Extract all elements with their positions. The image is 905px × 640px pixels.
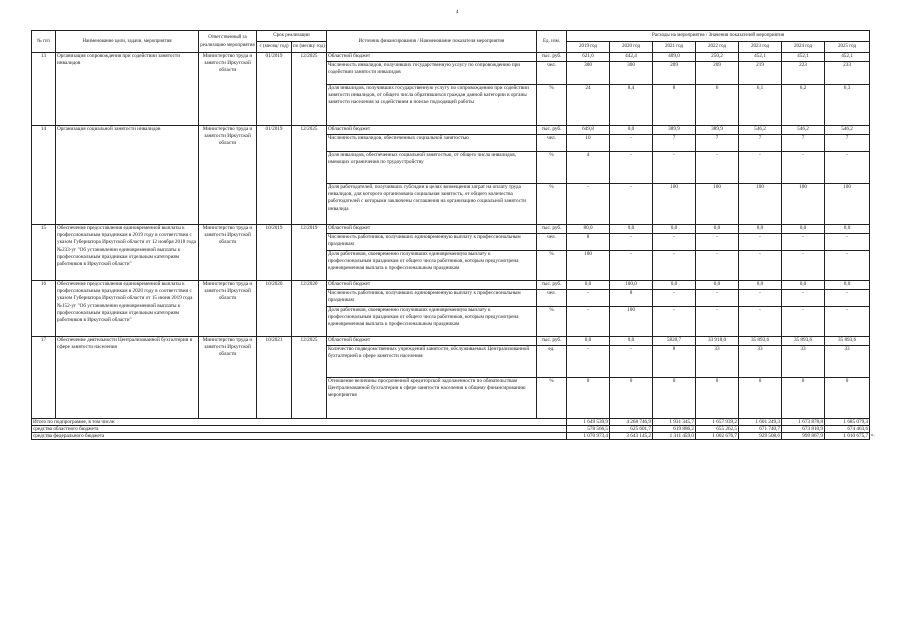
col-term-header: Срок реализации: [257, 31, 327, 42]
measure-number: 13: [32, 53, 56, 126]
year-value: 389,9: [696, 126, 739, 135]
year-value: 233: [825, 62, 870, 85]
year-value: 209: [653, 62, 696, 85]
unit: тыс. руб.: [537, 281, 567, 290]
year-value: 33: [825, 346, 870, 378]
year-value: 389,9: [653, 126, 696, 135]
year-value: 0,0: [739, 281, 782, 290]
total-label: средства федерального бюджета: [32, 433, 567, 440]
year-value: 6,3: [825, 85, 870, 126]
indicator-name: Доля инвалидов, обеспеченных социальной занятостью, от общего числа инвалидов, имеющих ограничения по трудоустройству: [327, 152, 537, 184]
year-value: 452,1: [739, 53, 782, 62]
indicator-name: Областной бюджет: [327, 337, 537, 346]
indicator-name: Доля инвалидов, получивших государственную услугу по сопровождению при содействии занятости инвалидов, от общего числа обратившихся граждан данной категории в органы занятости населения за содействием в поиске подходящей работы: [327, 85, 537, 126]
unit: ед.: [537, 346, 567, 378]
table-row: [32, 281, 870, 290]
indicator-name: Областной бюджет: [327, 126, 537, 135]
year-value: 0,0: [610, 225, 653, 234]
year-value: 546,2: [782, 126, 825, 135]
year-header: 2020 год: [610, 42, 653, 53]
measure-executor: Министерство труда и занятости Иркутской области: [199, 281, 257, 337]
year-value: 0,0: [825, 281, 870, 290]
year-value: 33: [696, 346, 739, 378]
year-value: -: [696, 290, 739, 307]
measure-executor: Министерство труда и занятости Иркутской области: [199, 53, 257, 126]
year-value: 35 893,6: [825, 337, 870, 346]
year-value: 100: [825, 184, 870, 225]
indicator-name: Доля работников, своевременно получивших единовременную выплату к профессиональным праздникам от общего числа работников, которым предусмотрена единовременная выплата к профессиональным праздникам: [327, 251, 537, 281]
indicator-name: Численность работников, получивших единовременную выплату к профессиональным праздникам: [327, 290, 537, 307]
indicator-name: Областной бюджет: [327, 281, 537, 290]
page-number: 4: [456, 10, 459, 15]
term-to: 12/2019: [292, 225, 327, 281]
year-value: 7: [739, 135, 782, 152]
year-value: 6: [696, 85, 739, 126]
col-expenses-header: Расходы на мероприятие / Значения показателей мероприятия: [567, 31, 870, 42]
measure-number: 16: [32, 281, 56, 337]
year-value: 7: [825, 135, 870, 152]
year-value: -: [567, 290, 610, 307]
measure-executor: Министерство труда и занятости Иркутской области: [199, 225, 257, 281]
unit: %: [537, 251, 567, 281]
measure-name: Обеспечение предоставления единовременной выплаты к профессиональным праздникам в 2020 году в соответствии с указом Губернатора Иркутской области от 15 июня 2019 года №152-уг "Об установлении единовременной выплаты к профессиональным праздникам отдельным категориям работников в Иркутской области": [56, 281, 199, 337]
unit: чел.: [537, 135, 567, 152]
table-row: [32, 53, 870, 62]
year-value: -: [653, 307, 696, 337]
year-value: 0,0: [567, 337, 610, 346]
year-value: 0,0: [696, 281, 739, 290]
year-value: 649,8: [567, 126, 610, 135]
table-row: [32, 337, 870, 346]
year-value: 442,4: [610, 53, 653, 62]
term-to: 12/2025: [292, 53, 327, 126]
year-value: 33: [739, 346, 782, 378]
year-value: -: [653, 251, 696, 281]
year-value: 80,0: [567, 225, 610, 234]
year-value: 0,0: [610, 337, 653, 346]
term-to: 12/2020: [292, 281, 327, 337]
table-body: [32, 53, 870, 440]
unit: тыс. руб.: [537, 53, 567, 62]
year-value: -: [739, 290, 782, 307]
measure-number: 17: [32, 337, 56, 419]
unit: чел.: [537, 62, 567, 85]
year-value: 0,0: [653, 225, 696, 234]
year-value: 100: [782, 184, 825, 225]
year-header: 2023 год: [739, 42, 782, 53]
measure-number: 14: [32, 126, 56, 225]
year-header: 2024 год: [782, 42, 825, 53]
term-to: 12/2025: [292, 337, 327, 419]
total-label: Итого по подпрограмме, в том числе:: [32, 419, 567, 426]
total-value: 655 262,5: [696, 426, 739, 433]
year-value: -: [696, 307, 739, 337]
indicator-name: Областной бюджет: [327, 225, 537, 234]
indicator-name: Доля работодателей, получивших субсидии в целях возмещения затрат на оплату труда инвалидов, для которого организована социальная занятость, от общего количества работодателей с которыми заключены соглашения на организацию социальной занятости инвалида: [327, 184, 537, 225]
year-header: 2022 год: [696, 42, 739, 53]
year-value: -: [610, 152, 653, 184]
unit: %: [537, 152, 567, 184]
year-value: -: [610, 251, 653, 281]
term-from: 10/2021: [257, 337, 292, 419]
term-from: 10/2020: [257, 281, 292, 337]
year-value: 35 893,6: [782, 337, 825, 346]
year-value: 0: [825, 378, 870, 419]
year-value: 8: [610, 290, 653, 307]
unit: %: [537, 378, 567, 419]
total-value: 674 463,6: [825, 426, 870, 433]
total-value: 999 867,9: [782, 433, 825, 440]
year-value: -: [653, 152, 696, 184]
year-value: 100: [739, 184, 782, 225]
year-value: 7: [782, 135, 825, 152]
year-value: -: [567, 307, 610, 337]
year-value: -: [825, 152, 870, 184]
year-value: 100: [696, 184, 739, 225]
year-value: 300: [567, 62, 610, 85]
year-value: 209: [696, 62, 739, 85]
year-value: 546,2: [825, 126, 870, 135]
term-to: 12/2025: [292, 126, 327, 225]
total-row: [32, 426, 870, 433]
year-value: -: [653, 290, 696, 307]
year-value: 7: [696, 135, 739, 152]
year-value: 452,1: [825, 53, 870, 62]
unit: тыс. руб.: [537, 126, 567, 135]
year-header: 2021 год: [653, 42, 696, 53]
unit: чел.: [537, 234, 567, 251]
col-term-to-header: по (месяц/ год): [292, 42, 327, 53]
year-value: -: [610, 346, 653, 378]
total-value: 1 070 973,4: [567, 433, 610, 440]
year-value: -: [825, 307, 870, 337]
measure-name: Обеспечение предоставления единовременной выплаты к профессиональным праздникам в 2019 году в соответствии с указом Губернатора Иркутской области от 12 ноября 2018 года №233-уг "Об установлении единовременной выплаты к профессиональным праздникам отдельным категориям работников в Иркутской области": [56, 225, 199, 281]
year-value: -: [739, 234, 782, 251]
year-value: 409,0: [653, 53, 696, 62]
total-value: 1 601 249,3: [739, 419, 782, 426]
year-value: 100: [567, 251, 610, 281]
year-value: 100: [653, 184, 696, 225]
indicator-name: Областной бюджет: [327, 53, 537, 62]
total-value: 578 566,5: [567, 426, 610, 433]
year-value: -: [567, 346, 610, 378]
year-value: 8,4: [610, 85, 653, 126]
total-label: средства областного бюджета: [32, 426, 567, 433]
year-value: 621,6: [567, 53, 610, 62]
total-value: 1 649 539,9: [567, 419, 610, 426]
year-header: 2019 год: [567, 42, 610, 53]
year-value: 8: [653, 346, 696, 378]
year-value: -: [610, 184, 653, 225]
year-value: 0,0: [567, 281, 610, 290]
total-row: [32, 419, 870, 426]
year-value: 0,0: [610, 126, 653, 135]
year-value: 6,1: [739, 85, 782, 126]
term-from: 10/2019: [257, 225, 292, 281]
year-value: 452,1: [782, 53, 825, 62]
total-value: 3 643 145,2: [610, 433, 653, 440]
year-value: 223: [782, 62, 825, 85]
year-value: 0: [653, 378, 696, 419]
year-value: 219: [739, 62, 782, 85]
year-value: 0,0: [696, 225, 739, 234]
col-num-header: № п/п: [32, 31, 56, 53]
indicator-name: Доля работников, своевременно получивших единовременную выплату к профессиональным праздникам от общего числа работников, которым предусмотрена единовременная выплата к профессиональным праздникам: [327, 307, 537, 337]
total-value: 4 268 746,9: [610, 419, 653, 426]
year-value: 0,0: [739, 225, 782, 234]
year-value: -: [610, 234, 653, 251]
year-header: 2025 год: [825, 42, 870, 53]
year-value: 6,2: [782, 85, 825, 126]
year-value: 8: [567, 234, 610, 251]
year-value: -: [739, 307, 782, 337]
year-value: -: [653, 234, 696, 251]
year-value: -: [696, 251, 739, 281]
unit: %: [537, 307, 567, 337]
col-unit-header: Ед. изм.: [537, 31, 567, 53]
year-value: 300: [610, 62, 653, 85]
year-value: -: [825, 251, 870, 281]
indicator-name: Численность инвалидов, обеспеченных социальной занятостью: [327, 135, 537, 152]
col-source-header: Источник финансирования / Наименование показателя мероприятия: [327, 31, 537, 53]
total-value: 1 931 345,7: [653, 419, 696, 426]
year-value: 24: [567, 85, 610, 126]
year-value: 0: [782, 378, 825, 419]
total-value: 1 657 939,2: [696, 419, 739, 426]
total-value: 619 886,2: [653, 426, 696, 433]
year-value: 0: [567, 378, 610, 419]
year-value: 7: [653, 135, 696, 152]
measure-name: Обеспечение деятельности Централизованной бухгалтерии в сфере занятости населения: [56, 337, 199, 419]
year-value: 8: [653, 85, 696, 126]
total-value: 1 685 079,3: [825, 419, 870, 426]
year-value: 0: [739, 378, 782, 419]
unit: чел.: [537, 290, 567, 307]
year-value: -: [825, 290, 870, 307]
unit: тыс. руб.: [537, 225, 567, 234]
year-value: -: [825, 234, 870, 251]
table-row: [32, 126, 870, 135]
year-value: 5820,7: [653, 337, 696, 346]
year-value: -: [696, 152, 739, 184]
total-value: 671 740,7: [739, 426, 782, 433]
year-value: -: [782, 307, 825, 337]
year-value: 546,2: [739, 126, 782, 135]
total-value: 1 311 459,0: [653, 433, 696, 440]
year-value: 33: [782, 346, 825, 378]
year-value: -: [782, 234, 825, 251]
unit: %: [537, 85, 567, 126]
col-executor-header: Ответственный за реализацию мероприятия: [199, 31, 257, 53]
year-value: 0,0: [653, 281, 696, 290]
col-goal-header: Наименование цели, задачи, мероприятия: [56, 31, 199, 53]
year-value: 35 893,6: [739, 337, 782, 346]
closing-quote-mark: ».: [871, 432, 875, 438]
total-value: 929 508,6: [739, 433, 782, 440]
measure-number: 15: [32, 225, 56, 281]
year-value: -: [610, 135, 653, 152]
total-value: 673 810,9: [782, 426, 825, 433]
indicator-name: Количество подведомственных учреждений занятости, обслуживаемых Централизованной бухгалтерией в сфере занятости населения: [327, 346, 537, 378]
measures-table: [31, 30, 870, 440]
year-value: 4: [567, 152, 610, 184]
col-term-from-header: с (месяц/ год): [257, 42, 292, 53]
year-value: -: [782, 152, 825, 184]
year-value: 33 918,0: [696, 337, 739, 346]
indicator-name: Численность работников, получивших единовременную выплату к профессиональным праздникам: [327, 234, 537, 251]
measure-name: Организация сопровождения при содействии занятости инвалидов: [56, 53, 199, 126]
year-value: 100: [610, 307, 653, 337]
year-value: -: [567, 184, 610, 225]
term-from: 01/2019: [257, 53, 292, 126]
indicator-name: Численность инвалидов, получивших государственную услугу по сопровождению при содействии занятости инвалидов: [327, 62, 537, 85]
year-value: -: [696, 234, 739, 251]
measure-executor: Министерство труда и занятости Иркутской области: [199, 337, 257, 419]
year-value: -: [739, 152, 782, 184]
measure-executor: Министерство труда и занятости Иркутской области: [199, 126, 257, 225]
year-value: 0,0: [825, 225, 870, 234]
total-value: 1 673 878,8: [782, 419, 825, 426]
measure-name: Организация социальной занятости инвалидов: [56, 126, 199, 225]
year-value: -: [782, 251, 825, 281]
year-value: 0,0: [782, 225, 825, 234]
table-row: [32, 225, 870, 234]
total-value: 625 601,7: [610, 426, 653, 433]
total-value: 1 010 675,7: [825, 433, 870, 440]
total-value: 1 002 676,7: [696, 433, 739, 440]
year-value: 100,0: [610, 281, 653, 290]
year-value: 0: [610, 378, 653, 419]
year-value: 0: [696, 378, 739, 419]
unit: %: [537, 184, 567, 225]
year-value: -: [739, 251, 782, 281]
unit: тыс. руб.: [537, 337, 567, 346]
year-value: -: [782, 290, 825, 307]
year-value: 10: [567, 135, 610, 152]
total-row: [32, 433, 870, 440]
year-value: 0,0: [782, 281, 825, 290]
indicator-name: Отношение величины просроченной кредиторской задолженности по обязательствам Централизованной бухгалтерии в сфере занятости населения к общему финансированию мероприятия: [327, 378, 537, 419]
term-from: 01/2019: [257, 126, 292, 225]
year-value: 250,2: [696, 53, 739, 62]
